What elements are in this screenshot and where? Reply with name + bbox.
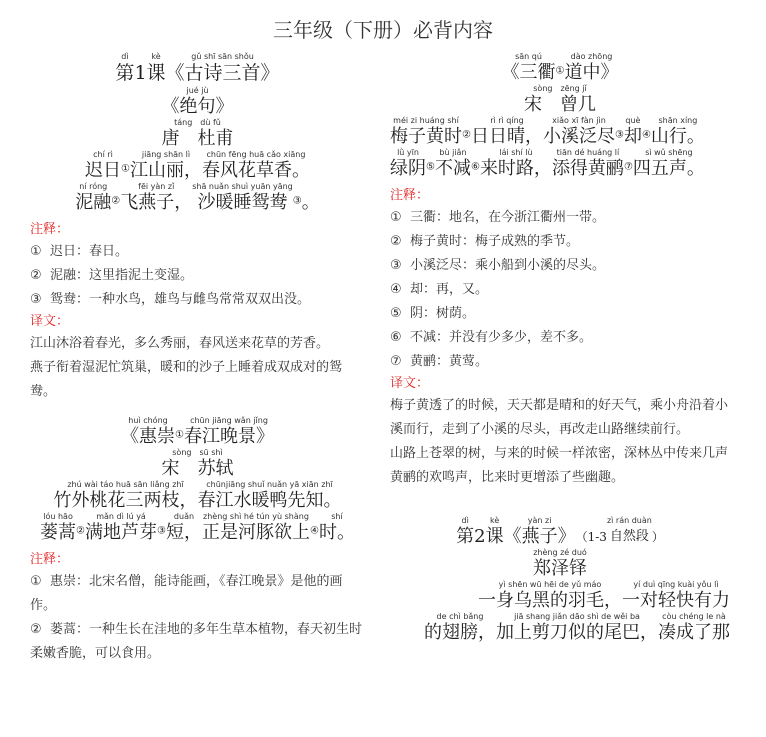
note-number: ⑤ bbox=[390, 306, 402, 321]
poem-1-author: táng dù fǔ 唐 杜甫 bbox=[161, 118, 234, 149]
annotated-text bbox=[40, 512, 76, 544]
annotated-text bbox=[651, 116, 705, 148]
note-text: 惠崇：北宋名僧，能诗能画，《春江晚景》是他的画作。 bbox=[30, 574, 343, 613]
annotated-text bbox=[54, 480, 198, 512]
annotated-text bbox=[552, 148, 624, 180]
pinyin: ní róng bbox=[79, 182, 108, 191]
note-number: ③ bbox=[390, 258, 402, 273]
pinyin: jiā shang jiǎn dāo shì de wěi ba bbox=[514, 612, 640, 621]
verse-line bbox=[30, 512, 365, 544]
translation-paragraph: 梅子黄透了的时候，天天都是晴和的好天气，乘小舟沿着小溪而行，走到了小溪的尽头，再改走山路继续前行。 bbox=[390, 398, 729, 437]
poem-3-author: sòng zēng jǐ 宋 曾几 bbox=[524, 84, 596, 115]
annotated-text bbox=[120, 182, 192, 214]
left-column bbox=[30, 48, 365, 666]
pinyin: chí rì bbox=[93, 150, 113, 159]
hanzi: 。 bbox=[301, 192, 320, 213]
hanzi: 道中》 bbox=[564, 62, 619, 83]
notes-label: 注释： bbox=[390, 188, 430, 203]
annotated-text bbox=[502, 52, 556, 84]
note-item bbox=[390, 206, 730, 230]
poem-2-author: sòng sū shì 宋 苏轼 bbox=[161, 448, 234, 479]
poem-2-notes bbox=[30, 570, 365, 666]
hanzi: 加上剪刀似的尾巴， bbox=[496, 622, 658, 643]
pinyin: méi zi huáng shí bbox=[393, 116, 459, 125]
note-number: ③ bbox=[30, 292, 42, 307]
notes-label: 注释： bbox=[30, 552, 70, 567]
note-text: 却：再，又。 bbox=[410, 282, 489, 297]
note-item bbox=[390, 230, 730, 254]
annotated-text bbox=[198, 480, 342, 512]
annotated-text bbox=[130, 150, 202, 182]
note-number: ② bbox=[30, 268, 42, 283]
lesson-2-text bbox=[390, 580, 730, 644]
poem-3-notes bbox=[390, 206, 730, 374]
annotated-text bbox=[478, 580, 622, 612]
hanzi: 的翅膀， bbox=[424, 622, 496, 643]
poem-1-notes bbox=[30, 240, 365, 312]
document-title: 三年级（下册）必背内容 bbox=[273, 18, 493, 42]
pinyin: chūn fēng huā cǎo xiāng bbox=[206, 150, 306, 159]
hanzi: 一身乌黑的羽毛， bbox=[478, 590, 622, 611]
footnote-marker: ⑥ bbox=[470, 161, 480, 173]
pinyin bbox=[309, 182, 312, 192]
pinyin: jiāng shān lì bbox=[141, 150, 191, 159]
hanzi: 正是河豚欲上 bbox=[201, 522, 310, 543]
poem-1-translation bbox=[30, 332, 365, 404]
hanzi: 来时路， bbox=[479, 158, 552, 179]
footnote-marker: ⑦ bbox=[623, 161, 633, 173]
verse-line bbox=[390, 116, 730, 148]
footnote-marker: ③ bbox=[292, 195, 302, 207]
poem-1-verse bbox=[30, 150, 365, 214]
note-item bbox=[30, 240, 365, 264]
note-number: ① bbox=[30, 574, 42, 589]
pinyin: lóu hāo bbox=[43, 512, 73, 521]
note-item bbox=[390, 254, 730, 278]
annotated-text bbox=[424, 612, 496, 644]
notes-label: 注释： bbox=[30, 222, 70, 237]
hanzi: 四五声。 bbox=[632, 158, 705, 179]
note-item bbox=[390, 326, 730, 350]
note-number: ② bbox=[30, 622, 42, 637]
annotated-text bbox=[202, 512, 310, 544]
footnote-marker: ① bbox=[121, 163, 130, 175]
hanzi: 春江晚景》 bbox=[183, 426, 274, 447]
note-text: 小溪泛尽：乘小船到小溪的尽头。 bbox=[410, 258, 606, 273]
verse-line bbox=[30, 182, 365, 214]
note-number: ④ bbox=[390, 282, 402, 297]
annotated-text bbox=[302, 182, 320, 214]
pinyin: rì rì qíng bbox=[490, 116, 524, 125]
pinyin: què bbox=[625, 116, 641, 125]
pinyin: yì shēn wū hēi de yǔ máo bbox=[498, 580, 602, 589]
hanzi: 《三衢 bbox=[501, 62, 556, 83]
note-item bbox=[30, 570, 365, 618]
poem-3-translation bbox=[390, 394, 730, 490]
pinyin: lǜ yīn bbox=[397, 148, 419, 157]
annotated-text bbox=[166, 512, 202, 544]
translation-paragraph: 江山沐浴着春光，多么秀丽，春风送来花草的芳香。 bbox=[30, 336, 330, 351]
annotated-text bbox=[75, 182, 111, 214]
annotated-text bbox=[633, 148, 705, 180]
pinyin: lái shí lù bbox=[499, 148, 533, 157]
verse-line bbox=[30, 480, 365, 512]
hanzi: 满地芦芽 bbox=[85, 522, 158, 543]
pinyin: duǎn bbox=[173, 512, 195, 521]
hanzi: 绿阴 bbox=[390, 158, 426, 179]
pinyin: tiān dé huáng lí bbox=[556, 148, 620, 157]
annotated-text bbox=[564, 52, 618, 84]
verse-line bbox=[390, 612, 730, 644]
poem-2-title bbox=[30, 416, 365, 448]
pinyin: zhèng shì hé tún yù shàng bbox=[203, 512, 309, 521]
annotated-text bbox=[435, 148, 471, 180]
hanzi: 泥融 bbox=[75, 192, 112, 213]
annotated-text bbox=[85, 512, 157, 544]
hanzi: 小溪泛尽 bbox=[542, 126, 615, 147]
note-text: 鸳鸯：一种水鸟，雄鸟与雌鸟常常双双出没。 bbox=[50, 292, 311, 307]
pinyin: dào zhōng bbox=[570, 52, 613, 61]
pinyin: yí duì qīng kuài yǒu lì bbox=[633, 580, 719, 589]
annotated-text bbox=[121, 416, 175, 448]
annotated-text bbox=[202, 150, 310, 182]
note-number: ① bbox=[30, 244, 42, 259]
note-item bbox=[390, 350, 730, 374]
footnote-marker: ④ bbox=[641, 129, 651, 141]
footnote-marker: ② bbox=[462, 129, 471, 141]
hanzi: 不减 bbox=[434, 158, 471, 179]
note-item bbox=[390, 302, 730, 326]
hanzi: 蒌蒿 bbox=[40, 522, 77, 543]
annotated-text bbox=[471, 116, 543, 148]
pinyin: sì wǔ shēng bbox=[645, 148, 693, 157]
verse-line bbox=[30, 150, 365, 182]
note-text: 阴：树荫。 bbox=[410, 306, 476, 321]
pinyin: fēi yàn zǐ bbox=[138, 182, 175, 191]
pinyin: mǎn dì lú yá bbox=[96, 512, 146, 521]
footnote-marker: ③ bbox=[614, 129, 624, 141]
footnote-marker: ③ bbox=[157, 525, 166, 537]
annotated-text bbox=[543, 116, 615, 148]
translation-paragraph: 燕子衔着湿泥忙筑巢，暖和的沙子上睡着成双成对的鸳鸯。 bbox=[30, 360, 343, 399]
hanzi: 山行。 bbox=[650, 126, 705, 147]
pinyin: huì chóng bbox=[128, 416, 168, 425]
poem-3-title bbox=[390, 52, 730, 84]
note-text: 泥融：这里指泥土变湿。 bbox=[50, 268, 194, 283]
pinyin: bù jiǎn bbox=[439, 148, 467, 157]
hanzi: 迟日 bbox=[85, 160, 122, 181]
verse-line bbox=[390, 580, 730, 612]
note-number: ② bbox=[390, 234, 402, 249]
note-item bbox=[30, 264, 365, 288]
right-column bbox=[390, 48, 730, 644]
pinyin: de chì bǎng bbox=[436, 612, 484, 621]
annotated-text bbox=[319, 512, 355, 544]
hanzi: 添得黄鹂 bbox=[551, 158, 624, 179]
hanzi: 《惠崇 bbox=[121, 426, 176, 447]
pinyin: shān xíng bbox=[658, 116, 698, 125]
lesson-1-heading: dì 第 1 kè 课 gǔ shī sān shǒu 《古诗三首》 bbox=[115, 52, 280, 84]
annotated-text bbox=[496, 612, 658, 644]
hanzi: 短， bbox=[165, 522, 202, 543]
note-text: 蒌蒿：一种生长在洼地的多年生草本植物，春天初生时柔嫩香脆，可以食用。 bbox=[30, 622, 363, 661]
note-text: 不减：并没有少多少，差不多。 bbox=[410, 330, 593, 345]
hanzi: 沙暖睡鸳鸯 bbox=[197, 192, 288, 213]
hanzi: 梅子黄时 bbox=[390, 126, 462, 147]
poem-3-verse bbox=[390, 116, 730, 180]
pinyin: shā nuǎn shuì yuān yāng bbox=[192, 182, 293, 191]
hanzi: 凑成了那 bbox=[658, 622, 730, 643]
footnote-marker: ② bbox=[111, 195, 121, 207]
hanzi: 日日晴， bbox=[470, 126, 543, 147]
hanzi: 春风花草香。 bbox=[201, 160, 310, 181]
hanzi: 竹外桃花三两枝， bbox=[53, 490, 198, 511]
footnote-marker: ② bbox=[76, 525, 86, 537]
annotated-text bbox=[624, 116, 642, 148]
footnote-marker: ① bbox=[175, 429, 184, 441]
note-item bbox=[30, 618, 365, 666]
pinyin: còu chéng le nà bbox=[662, 612, 726, 621]
poem-1-title: jué jù 《绝句》 bbox=[161, 86, 234, 117]
translation-label: 译文： bbox=[390, 376, 430, 391]
verse-line bbox=[390, 148, 730, 180]
note-text: 三衢：地名，在今浙江衢州一带。 bbox=[410, 210, 606, 225]
pinyin: shí bbox=[331, 512, 343, 521]
note-text: 迟日：春日。 bbox=[50, 244, 129, 259]
pinyin: chūn jiāng wǎn jǐng bbox=[190, 416, 268, 425]
annotated-text bbox=[192, 182, 293, 214]
annotated-text bbox=[480, 148, 552, 180]
pinyin: chūnjiāng shuǐ nuǎn yā xiān zhī bbox=[206, 480, 333, 489]
pinyin: sān qú bbox=[515, 52, 542, 61]
note-number: ① bbox=[390, 210, 402, 225]
note-text: 黄鹂：黄莺。 bbox=[410, 354, 489, 369]
annotated-text bbox=[658, 612, 730, 644]
translation-paragraph: 山路上苍翠的树，与来的时候一样浓密，深林丛中传来几声黄鹂的欢鸣声，比来时更增添了些幽趣。 bbox=[390, 446, 729, 485]
lesson-2-author: zhèng zé duó 郑泽铎 bbox=[533, 548, 587, 579]
footnote-marker: ⑤ bbox=[426, 161, 435, 173]
footnote-marker: ④ bbox=[309, 525, 319, 537]
translation-label: 译文： bbox=[30, 314, 70, 329]
annotated-text bbox=[184, 416, 274, 448]
annotated-text bbox=[390, 116, 462, 148]
pinyin: xiǎo xī fàn jìn bbox=[552, 116, 606, 125]
annotated-text bbox=[622, 580, 730, 612]
lesson-2-heading: dì 第 2 kè 课 yàn zi 《燕子》 （1-3 zì rán duàn 自然段 ） bbox=[456, 516, 664, 547]
annotated-text bbox=[85, 150, 121, 182]
note-item bbox=[390, 278, 730, 302]
annotated-text bbox=[390, 148, 426, 180]
hanzi: 春江水暖鸭先知。 bbox=[197, 490, 342, 511]
hanzi: 江山丽， bbox=[129, 160, 202, 181]
hanzi: 时。 bbox=[318, 522, 355, 543]
note-text: 梅子黄时：梅子成熟的季节。 bbox=[410, 234, 580, 249]
note-number: ⑥ bbox=[390, 330, 402, 345]
footnote-marker: ① bbox=[555, 65, 565, 77]
hanzi: 一对轻快有力 bbox=[622, 590, 730, 611]
hanzi: 却 bbox=[623, 126, 642, 147]
note-item bbox=[30, 288, 365, 312]
poem-2-verse bbox=[30, 480, 365, 544]
pinyin: zhú wài táo huā sān liǎng zhī bbox=[67, 480, 184, 489]
note-number: ⑦ bbox=[390, 354, 402, 369]
hanzi: 飞燕子， bbox=[120, 192, 193, 213]
